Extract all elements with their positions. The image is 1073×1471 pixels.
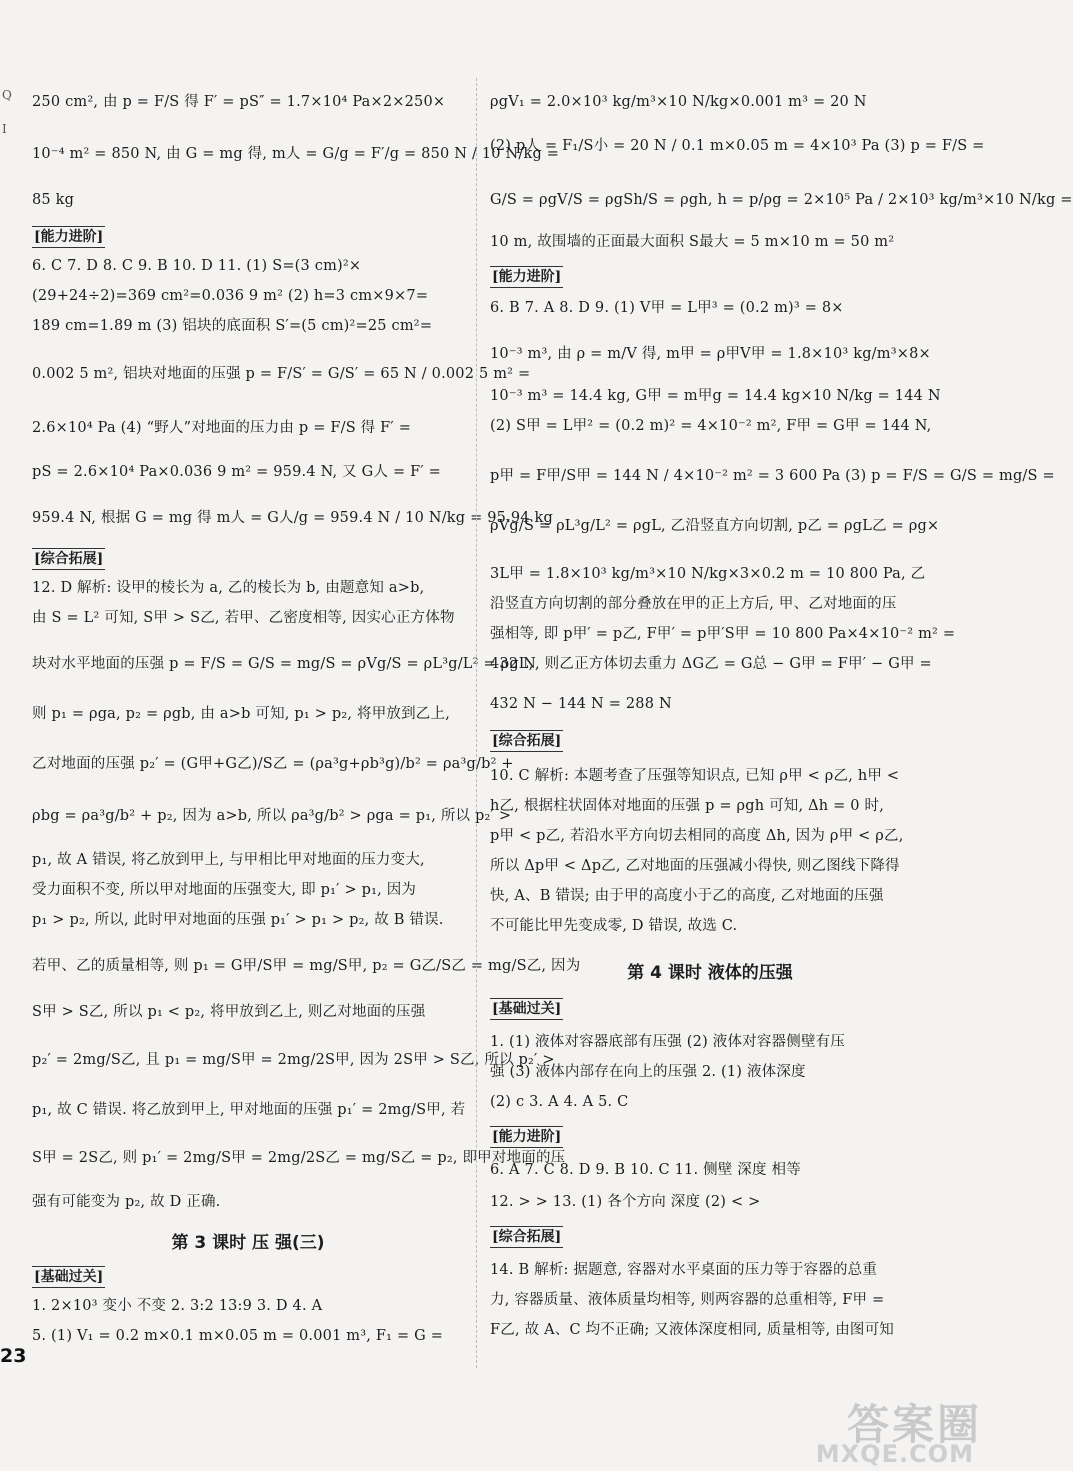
text-line: h乙, 根据柱状固体对地面的压强 p = ρgh 可知, Δh = 0 时, <box>490 798 885 814</box>
text-line: ρbg = ρa³g/b² + p₂, 因为 a>b, 所以 ρa³g/b² > ρga = p₁, 所以 p₂′ > <box>32 808 512 824</box>
text-line: p₂′ = 2mg/S乙, 且 p₁ = mg/S甲 = 2mg/2S甲, 因为 2S甲 > S乙, 所以 p₂′ > <box>32 1052 555 1068</box>
text-line: 快, A、B 错误; 由于甲的高度小于乙的高度, 乙对地面的压强 <box>490 888 884 904</box>
text-line: 乙对地面的压强 p₂′ = (G甲+G乙)/S乙 = (ρa³g+ρb³g)/b² = ρa³g/b² + <box>32 756 514 772</box>
text-line: 6. A 7. C 8. D 9. B 10. C 11. 侧壁 深度 相等 <box>490 1162 801 1178</box>
lesson-title: 第 3 课时 压 强(三) <box>171 1233 325 1253</box>
text-line: p₁, 故 A 错误, 将乙放到甲上, 与甲相比甲对地面的压力变大, <box>32 852 425 868</box>
text-line: 10 m, 故围墙的正面最大面积 S最大 = 5 m×10 m = 50 m² <box>490 234 895 250</box>
text-line: 0.002 5 m², 铝块对地面的压强 p = F/S′ = G/S′ = 65 N / 0.002 5 m² = <box>32 366 531 382</box>
text-line: 6. B 7. A 8. D 9. (1) V甲 = L甲³ = (0.2 m)³ = 8× <box>490 300 844 316</box>
text-line: ρgV₁ = 2.0×10³ kg/m³×10 N/kg×0.001 m³ = 20 N <box>490 94 867 110</box>
text-line: G/S = ρgV/S = ρgSh/S = ρgh, h = p/ρg = 2×10⁵ Pa / 2×10³ kg/m³×10 N/kg = <box>490 192 1073 208</box>
watermark-logo: 答案圈 <box>846 1400 982 1449</box>
text-line: 250 cm², 由 p = F/S 得 F′ = pS″ = 1.7×10⁴ Pa×2×250× <box>32 94 446 110</box>
text-line: 不可能比甲先变成零, D 错误, 故选 C. <box>490 918 738 934</box>
section-label: [综合拓展] <box>490 1226 563 1248</box>
section-label: [能力进阶] <box>490 1126 563 1148</box>
text-line: 12. > > 13. (1) 各个方向 深度 (2) < > <box>490 1194 761 1210</box>
section-label: [基础过关] <box>490 998 563 1020</box>
text-line: 432 N − 144 N = 288 N <box>490 696 672 712</box>
text-line: pS = 2.6×10⁴ Pa×0.036 9 m² = 959.4 N, 又 G人 = F′ = <box>32 464 442 480</box>
text-line: 强相等, 即 p甲′ = p乙, F甲′ = p甲′S甲 = 10 800 Pa×4×10⁻² m² = <box>490 626 956 642</box>
page-number: 23 <box>0 1345 27 1367</box>
section-label: [能力进阶] <box>32 226 105 248</box>
text-line: p₁, 故 C 错误. 将乙放到甲上, 甲对地面的压强 p₁′ = 2mg/S甲, 若 <box>32 1102 466 1118</box>
text-line: 沿竖直方向切割的部分叠放在甲的正上方后, 甲、乙对地面的压 <box>490 596 897 612</box>
section-label: [基础过关] <box>32 1266 105 1288</box>
text-line: 由 S = L² 可知, S甲 > S乙, 若甲、乙密度相等, 因实心正方体物 <box>32 610 455 626</box>
margin-mark-top: Q <box>2 88 12 102</box>
text-line: p₁ > p₂, 所以, 此时甲对地面的压强 p₁′ > p₁ > p₂, 故 B 错误. <box>32 912 444 928</box>
text-line: 强有可能变为 p₂, 故 D 正确. <box>32 1194 221 1210</box>
text-line: 10⁻³ m³ = 14.4 kg, G甲 = m甲g = 14.4 kg×10 N/kg = 144 N <box>490 388 941 404</box>
text-line: 12. D 解析: 设甲的棱长为 a, 乙的棱长为 b, 由题意知 a>b, <box>32 580 425 596</box>
text-line: 6. C 7. D 8. C 9. B 10. D 11. (1) S=(3 cm)²× <box>32 258 362 274</box>
text-line: (2) p人 = F₁/S小 = 20 N / 0.1 m×0.05 m = 4×10³ Pa (3) p = F/S = <box>490 138 985 154</box>
text-line: 力, 容器质量、液体质量均相等, 则两容器的总重相等, F甲 = <box>490 1292 885 1308</box>
text-line: 受力面积不变, 所以甲对地面的压强变大, 即 p₁′ > p₁, 因为 <box>32 882 417 898</box>
watermark-url: MXQE.COM <box>815 1440 974 1468</box>
text-line: 所以 Δp甲 < Δp乙, 乙对地面的压强减小得快, 则乙图线下降得 <box>490 858 900 874</box>
text-line: 3L甲 = 1.8×10³ kg/m³×10 N/kg×3×0.2 m = 10 800 Pa, 乙 <box>490 566 926 582</box>
text-line: 189 cm=1.89 m (3) 铝块的底面积 S′=(5 cm)²=25 cm²= <box>32 318 433 334</box>
text-line: 10. C 解析: 本题考查了压强等知识点, 已知 ρ甲 < ρ乙, h甲 < <box>490 768 900 784</box>
section-label: [综合拓展] <box>32 548 105 570</box>
margin-mark-second: I <box>2 122 7 136</box>
text-line: S甲 = 2S乙, 则 p₁′ = 2mg/S甲 = 2mg/2S乙 = mg/S乙 = p₂, 即甲对地面的压 <box>32 1150 566 1166</box>
column-divider <box>476 78 477 1368</box>
text-line: 若甲、乙的质量相等, 则 p₁ = G甲/S甲 = mg/S甲, p₂ = G乙/S乙 = mg/S乙, 因为 <box>32 958 581 974</box>
text-line: (2) c 3. A 4. A 5. C <box>490 1094 629 1110</box>
text-line: p甲 = F甲/S甲 = 144 N / 4×10⁻² m² = 3 600 Pa (3) p = F/S = G/S = mg/S = <box>490 468 1055 484</box>
text-line: 10⁻⁴ m² = 850 N, 由 G = mg 得, m人 = G/g = F′/g = 850 N / 10 N/kg = <box>32 146 560 162</box>
text-line: p甲 < p乙, 若沿水平方向切去相同的高度 Δh, 因为 ρ甲 < ρ乙, <box>490 828 904 844</box>
text-line: 14. B 解析: 据题意, 容器对水平桌面的压力等于容器的总重 <box>490 1262 878 1278</box>
text-line: 则 p₁ = ρga, p₂ = ρgb, 由 a>b 可知, p₁ > p₂, 将甲放到乙上, <box>32 706 451 722</box>
text-line: 5. (1) V₁ = 0.2 m×0.1 m×0.05 m = 0.001 m³, F₁ = G = <box>32 1328 444 1344</box>
text-line: F乙, 故 A、C 均不正确; 又液体深度相同, 质量相等, 由图可知 <box>490 1322 894 1338</box>
section-label: [综合拓展] <box>490 730 563 752</box>
text-line: (29+24÷2)=369 cm²=0.036 9 m² (2) h=3 cm×9×7= <box>32 288 429 304</box>
text-line: (2) S甲 = L甲² = (0.2 m)² = 4×10⁻² m², F甲 = G甲 = 144 N, <box>490 418 932 434</box>
text-line: ρVg/S = ρL³g/L² = ρgL, 乙沿竖直方向切割, p乙 = ρgL乙 = ρg× <box>490 518 940 534</box>
text-line: 块对水平地面的压强 p = F/S = G/S = mg/S = ρVg/S = ρL³g/L² = ρgL, <box>32 656 534 672</box>
text-line: 10⁻³ m³, 由 ρ = m/V 得, m甲 = ρ甲V甲 = 1.8×10³ kg/m³×8× <box>490 346 931 362</box>
lesson-title: 第 4 课时 液体的压强 <box>627 963 793 983</box>
text-line: 强 (3) 液体内部存在向上的压强 2. (1) 液体深度 <box>490 1064 806 1080</box>
text-line: 2.6×10⁴ Pa (4) “野人”对地面的压力由 p = F/S 得 F′ = <box>32 420 412 436</box>
text-line: 432 N, 则乙正方体切去重力 ΔG乙 = G总 − G甲 = F甲′ − G甲 = <box>490 656 932 672</box>
text-line: 85 kg <box>32 192 75 208</box>
text-line: 1. 2×10³ 变小 不变 2. 3:2 13:9 3. D 4. A <box>32 1298 323 1314</box>
text-line: S甲 > S乙, 所以 p₁ < p₂, 将甲放到乙上, 则乙对地面的压强 <box>32 1004 426 1020</box>
text-line: 1. (1) 液体对容器底部有压强 (2) 液体对容器侧壁有压 <box>490 1034 846 1050</box>
text-line: 959.4 N, 根据 G = mg 得 m人 = G人/g = 959.4 N / 10 N/kg = 95.94 kg <box>32 510 554 526</box>
section-label: [能力进阶] <box>490 266 563 288</box>
